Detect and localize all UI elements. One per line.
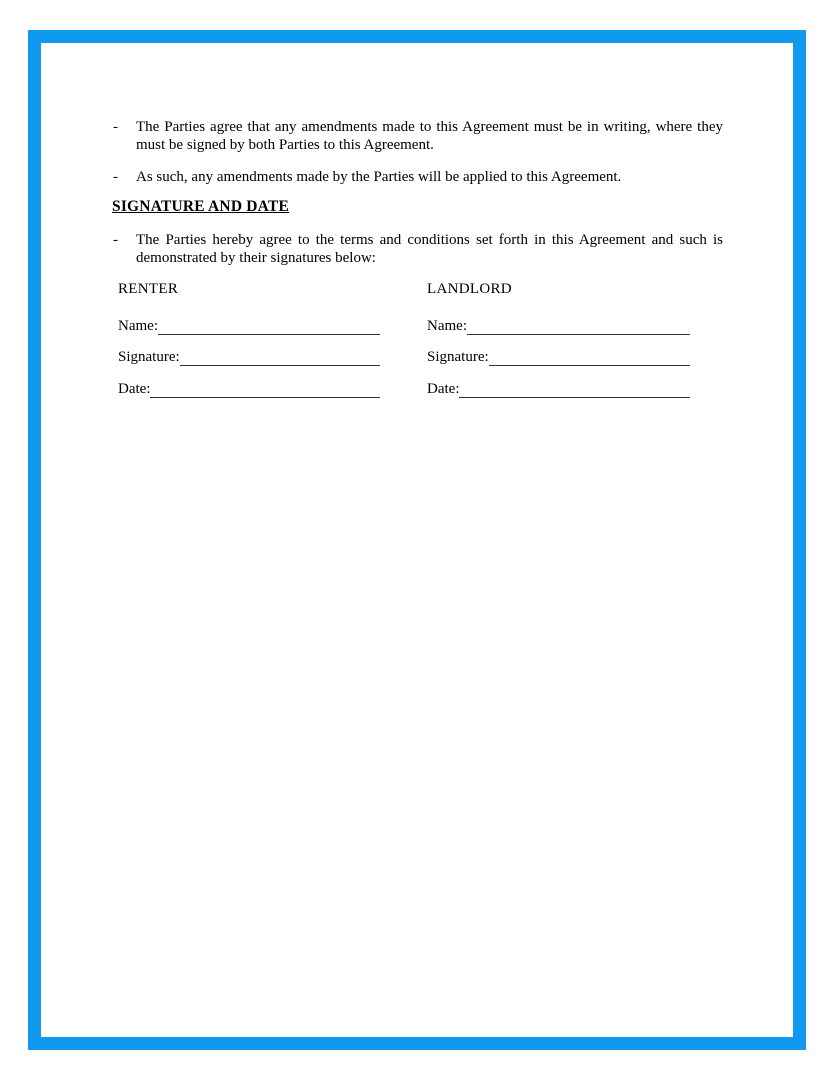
renter-name-line[interactable] [158, 317, 380, 335]
landlord-signature-line[interactable] [489, 348, 690, 366]
signature-column-renter [118, 280, 380, 399]
document-content [112, 118, 723, 399]
landlord-signature-row [427, 348, 690, 367]
landlord-name-label: Name: [427, 318, 467, 334]
renter-date-line[interactable] [150, 380, 380, 398]
bullet-dash-marker: - [113, 119, 118, 135]
section-heading-signature-and-date: SIGNATURE AND DATE [112, 198, 289, 215]
landlord-date-row [427, 380, 690, 399]
landlord-date-label: Date: [427, 381, 460, 397]
renter-column-title: RENTER [118, 281, 179, 297]
bullet-item-amendments-writing [112, 118, 723, 154]
renter-date-row [118, 380, 380, 399]
page-border-frame [28, 30, 806, 1050]
renter-signature-row [118, 348, 380, 367]
bullet-item-agree-terms [112, 231, 723, 267]
signature-column-landlord [427, 280, 690, 399]
bullet-item-amendments-applied [112, 168, 723, 186]
landlord-name-line[interactable] [467, 317, 690, 335]
signature-section [118, 280, 723, 399]
renter-signature-line[interactable] [180, 348, 380, 366]
landlord-name-row [427, 317, 690, 336]
bullet-dash-marker: - [113, 232, 118, 248]
bullet-text: The Parties agree that any amendments made to this Agreement must be in writing, where they must be signed by both Parties to this Agreement. [136, 119, 723, 153]
landlord-column-title: LANDLORD [427, 281, 512, 297]
landlord-signature-label: Signature: [427, 349, 489, 365]
renter-name-label: Name: [118, 318, 158, 334]
renter-name-row [118, 317, 380, 336]
bullet-text: As such, any amendments made by the Parties will be applied to this Agreement. [136, 169, 622, 185]
bullet-text: The Parties hereby agree to the terms and conditions set forth in this Agreement and such is demonstrated by their signatures below: [136, 232, 723, 266]
landlord-date-line[interactable] [459, 380, 690, 398]
renter-date-label: Date: [118, 381, 151, 397]
renter-signature-label: Signature: [118, 349, 180, 365]
bullet-dash-marker: - [113, 169, 118, 185]
